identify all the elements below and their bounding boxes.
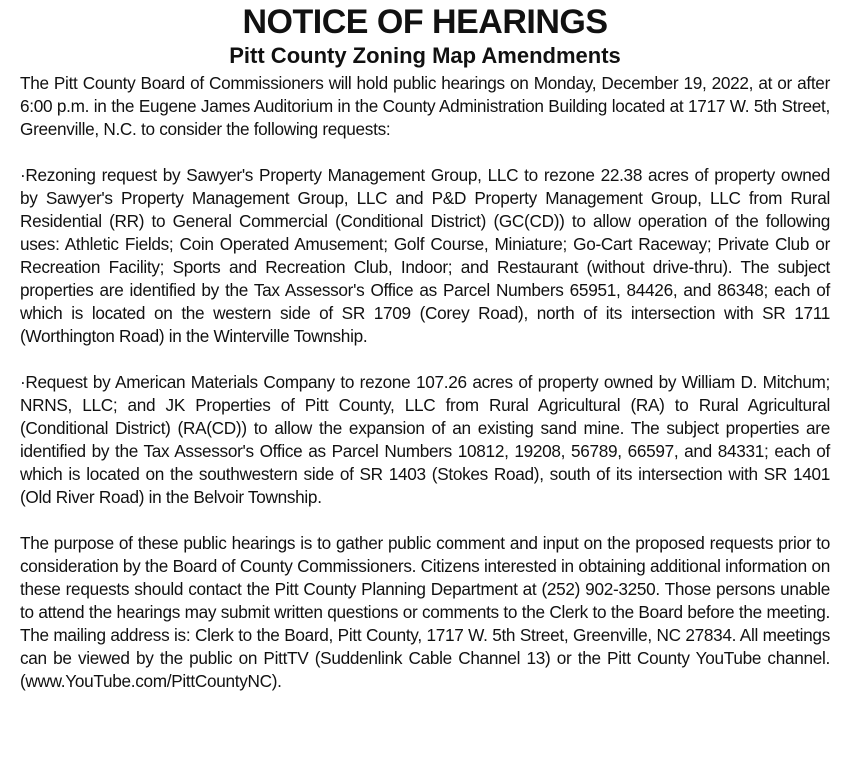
intro-paragraph: The Pitt County Board of Commissioners will hold public hearings on Monday, December 19, 2022, at or after 6:00 p.m. in the Eugene James Auditorium in the County Administration Building located at 1717 W. 5th Street, Greenville, N.C. to consider the following requests:	[20, 73, 830, 139]
rezoning-request-american-materials-paragraph: ·Request by American Materials Company to rezone 107.26 acres of property owned by William D. Mitchum; NRNS, LLC; and JK Properties of Pitt County, LLC from Rural Agricultural (RA) to Rural Agricultural (Conditional District) (RA(CD)) to allow the expansion of an existing sand mine. The subject properties are identified by the Tax Assessor's Office as Parcel Numbers 10812, 19208, 56789, 66597, and 84331; each of which is located on the southwestern side of SR 1403 (Stokes Road), south of its intersection with SR 1401 (Old River Road) in the Belvoir Township.	[20, 372, 830, 507]
paragraph-spacer	[20, 509, 830, 532]
purpose-paragraph: The purpose of these public hearings is to gather public comment and input on the proposed requests prior to consideration by the Board of County Commissioners. Citizens interested in obtaining additional information on these requests should contact the Pitt County Planning Department at (252) 902-3250. Those persons unable to attend the hearings may submit written questions or comments to the Clerk to the Board before the meeting. The mailing address is: Clerk to the Board, Pitt County, 1717 W. 5th Street, Greenville, NC 27834. All meetings can be viewed by the public on PittTV (Suddenlink Cable Channel 13) or the Pitt County YouTube channel. (www.YouTube.com/PittCountyNC).	[20, 533, 830, 691]
paragraph-spacer	[20, 141, 830, 164]
page-subtitle: Pitt County Zoning Map Amendments	[229, 43, 621, 68]
page-title: NOTICE OF HEARINGS	[242, 3, 608, 41]
rezoning-request-sawyer-paragraph: ·Rezoning request by Sawyer's Property Management Group, LLC to rezone 22.38 acres of property owned by Sawyer's Property Management Group, LLC and P&D Property Management Group, LLC from Rural Residential (RR) to General Commercial (Conditional District) (GC(CD)) to allow operation of the following uses: Athletic Fields; Coin Operated Amusement; Golf Course, Miniature; Go-Cart Raceway; Private Club or Recreation Facility; Sports and Recreation Club, Indoor; and Restaurant (without drive-thru). The subject properties are identified by the Tax Assessor's Office as Parcel Numbers 65951, 84426, and 86348; each of which is located on the western side of SR 1709 (Corey Road), north of its intersection with SR 1711 (Worthington Road) in the Winterville Township.	[20, 165, 830, 346]
paragraph-spacer	[20, 348, 830, 371]
